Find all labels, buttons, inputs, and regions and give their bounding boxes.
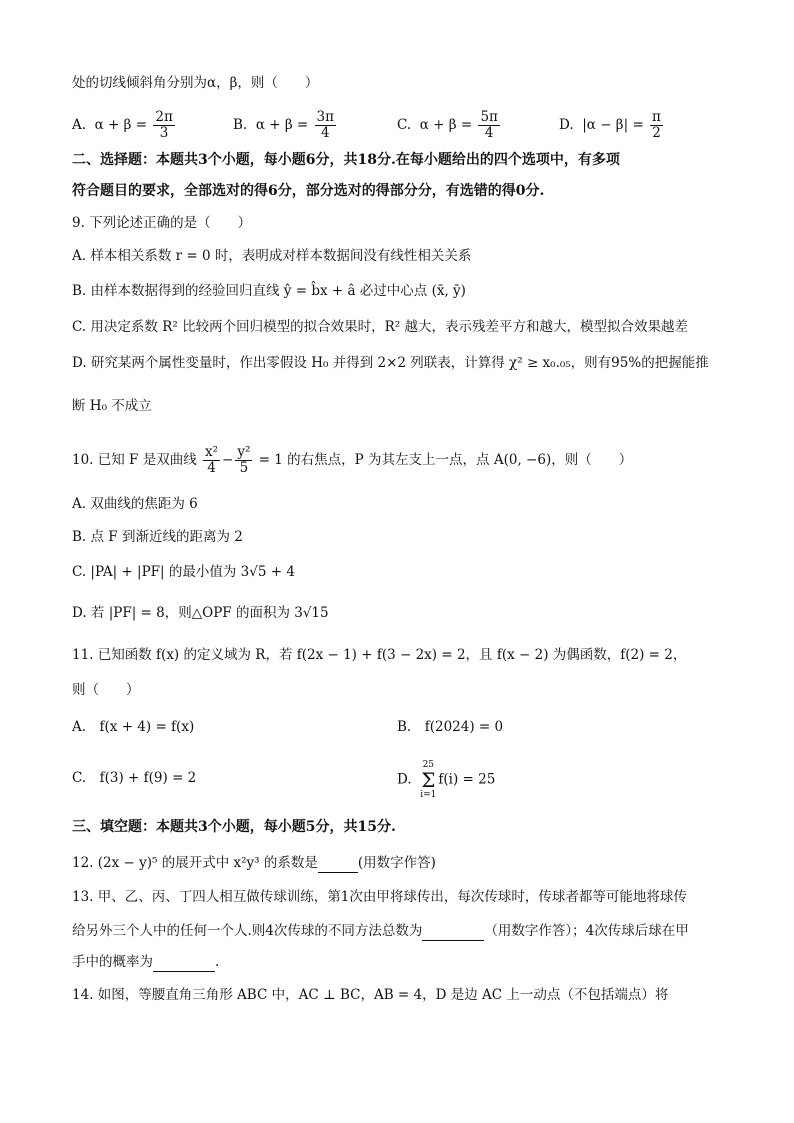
q9-option-a: A. 样本相关系数 r = 0 时，表明成对样本数据间没有线性相关关系 bbox=[72, 248, 472, 264]
q10-option-c: C. |PA| + |PF| 的最小值为 3√5 + 4 bbox=[72, 564, 295, 580]
q9-option-b: B. 由样本数据得到的经验回归直线 ŷ = b̂x + â 必过中心点 (x̄, ȳ) bbox=[72, 283, 466, 299]
q13-answer-blank-1 bbox=[422, 920, 484, 941]
q12-answer-blank bbox=[318, 852, 358, 873]
section2-heading-line1: 二、选择题：本题共3个小题，每小题6分，共18分.在每小题给出的四个选项中，有多项 bbox=[72, 152, 620, 168]
q13-line1: 13. 甲、乙、丙、丁四人相互做传球训练，第1次由甲将球传出，每次传球时，传球者都等可能地将球传 bbox=[72, 889, 687, 905]
q10-option-d: D. 若 |PF| = 8，则△OPF 的面积为 3√15 bbox=[72, 605, 329, 621]
q8-option-c: C. α + β = $\frac{5\pi}{4}$ bbox=[397, 109, 498, 141]
q11-option-b: B. f(2024) = 0 bbox=[397, 719, 504, 735]
q13-line3: 手中的概率为 . bbox=[72, 951, 219, 972]
q9-option-d-line1: D. 研究某两个属性变量时，作出零假设 H₀ 并得到 2×2 列联表，计算得 χ² ≥ x₀.₀₅，则有95%的把握能推 bbox=[72, 355, 709, 371]
q11-option-a: A. f(x + 4) = f(x) bbox=[72, 719, 195, 735]
q11-stem-line2: 则（ ） bbox=[72, 682, 140, 698]
q13-answer-blank-2 bbox=[153, 951, 215, 972]
q8-option-d: D. |α − β| = $\frac{\pi}{2}$ bbox=[559, 109, 661, 141]
summation-sign: 25 Σ i=1 bbox=[420, 760, 437, 800]
section2-heading-line2: 符合题目的要求，全部选对的得6分，部分选对的得部分分，有选错的得0分. bbox=[72, 183, 545, 199]
q9-stem: 9. 下列论述正确的是（ ） bbox=[72, 215, 252, 231]
q11-option-d: D. 25 Σ i=1f(i) = 25 bbox=[397, 760, 496, 800]
q11-option-c: C. f(3) + f(9) = 2 bbox=[72, 770, 197, 786]
q8-option-b: B. α + β = $\frac{3\pi}{4}$ bbox=[233, 109, 334, 141]
q8-stem-end: 处的切线倾斜角分别为α，β，则（ ） bbox=[72, 75, 319, 91]
q9-option-d-line2: 断 H₀ 不成立 bbox=[72, 398, 152, 414]
section3-heading: 三、填空题：本题共3个小题，每小题5分，共15分. bbox=[72, 819, 396, 835]
q9-option-c: C. 用决定系数 R² 比较两个回归模型的拟合效果时，R² 越大，表示残差平方和越大，模型拟合效果越差 bbox=[72, 319, 688, 335]
q13-line2: 给另外三个人中的任何一个人.则4次传球的不同方法总数为 （用数字作答）；4次传球后球在甲 bbox=[72, 920, 689, 941]
q10-option-b: B. 点 F 到渐近线的距离为 2 bbox=[72, 529, 243, 545]
q14-line1: 14. 如图，等腰直角三角形 ABC 中，AC ⊥ BC，AB = 4，D 是边 AC 上一动点（不包括端点）将 bbox=[72, 987, 669, 1003]
q8-option-a: A. α + β = $\frac{2\pi}{3}$ bbox=[72, 109, 173, 141]
q10-option-a: A. 双曲线的焦距为 6 bbox=[72, 496, 198, 512]
q10-stem: 10. 已知 F 是双曲线 $\frac{\text{x²}}{4}$ − $\frac{\text{y²}}{5}$ = 1 的右焦点，P 为其左支上一点，点 A(0, −6)，则（ ） bbox=[72, 444, 633, 476]
q12-stem: 12. (2x − y)⁵ 的展开式中 x²y³ 的系数是 (用数字作答) bbox=[72, 852, 436, 873]
q11-stem-line1: 11. 已知函数 f(x) 的定义域为 R，若 f(2x − 1) + f(3 − 2x) = 2，且 f(x − 2) 为偶函数，f(2) = 2， bbox=[72, 647, 687, 663]
